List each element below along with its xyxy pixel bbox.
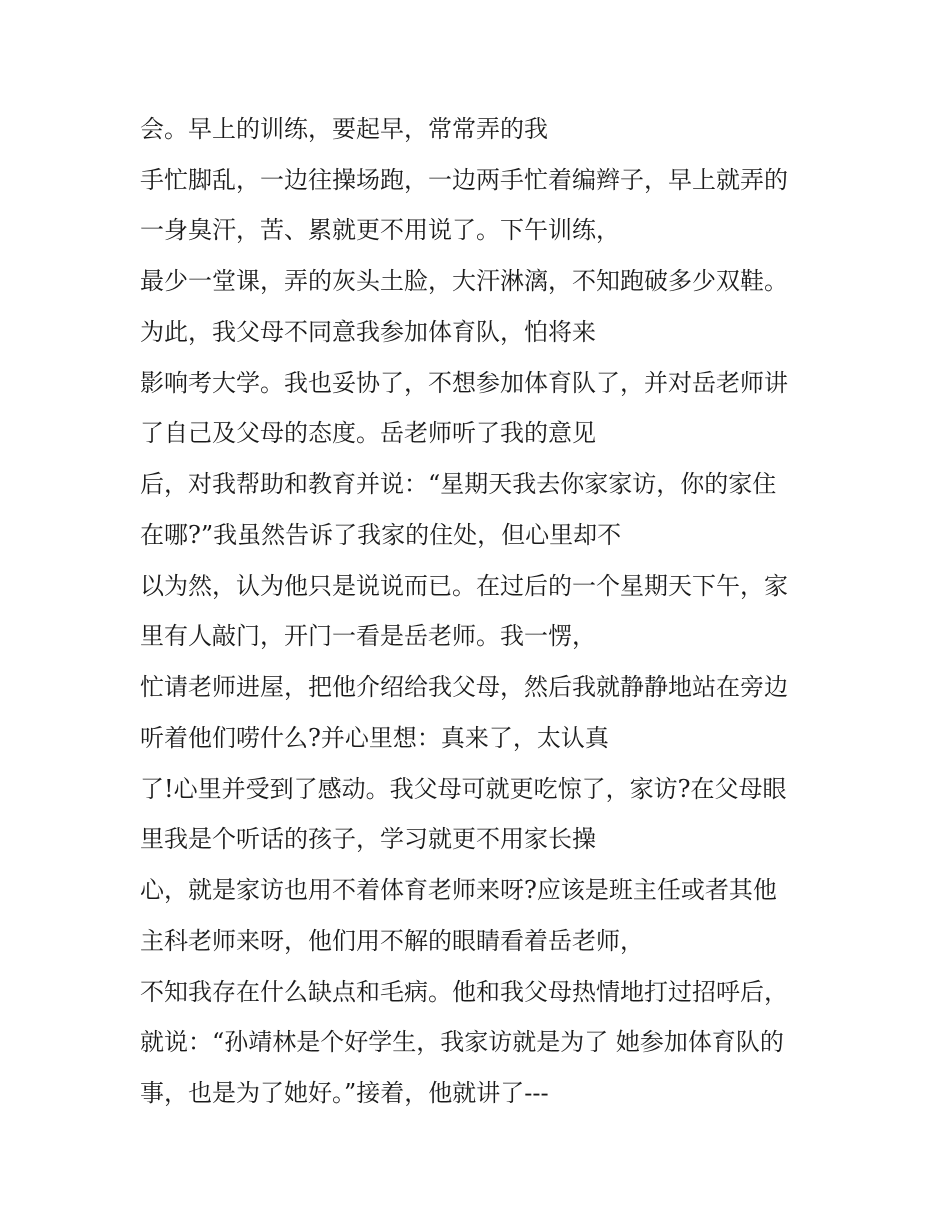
text-line: 听着他们唠什么?并心里想：真来了，太认真 [140,724,609,752]
text-line: 不知我存在什么缺点和毛病。他和我父母热情地打过招呼后， [140,978,788,1006]
text-line: 手忙脚乱，一边往操场跑，一边两手忙着编辫子，早上就弄的 [140,166,788,194]
text-line: 事，也是为了她好。”接着，他就讲了--- [140,1079,549,1107]
text-line: 了!心里并受到了感动。我父母可就更吃惊了，家访?在父母眼 [140,775,787,803]
text-line: 里有人敲门，开门一看是岳老师。我一愣， [140,622,596,650]
text-line: 最少一堂课，弄的灰头土脸，大汗淋漓，不知跑破多少双鞋。 [140,267,788,295]
text-line: 影响考大学。我也妥协了，不想参加体育队了，并对岳老师讲 [140,369,788,397]
text-line: 忙请老师进屋，把他介绍给我父母，然后我就静静地站在旁边 [140,673,788,701]
text-line: 主科老师来呀，他们用不解的眼睛看着岳老师， [140,927,644,955]
text-line: 了自己及父母的态度。岳老师听了我的意见 [140,419,596,447]
text-line: 心，就是家访也用不着体育老师来呀?应该是班主任或者其他 [140,876,777,904]
text-line: 为此，我父母不同意我参加体育队，怕将来 [140,318,596,346]
text-line: 以为然，认为他只是说说而已。在过后的一个星期天下午，家 [140,572,788,600]
text-line: 后，对我帮助和教育并说：“星期天我去你家家访，你的家住 [140,470,777,498]
text-line: 里我是个听话的孩子，学习就更不用家长操 [140,825,596,853]
text-line: 一身臭汗，苦、累就更不用说了。下午训练， [140,216,620,244]
text-line: 在哪?”我虽然告诉了我家的住处，但心里却不 [140,521,622,549]
text-line: 会。早上的训练，要起早，常常弄的我 [140,115,548,143]
text-line: 就说：“孙靖林是个好学生，我家访就是为了 她参加体育队的 [140,1028,784,1056]
